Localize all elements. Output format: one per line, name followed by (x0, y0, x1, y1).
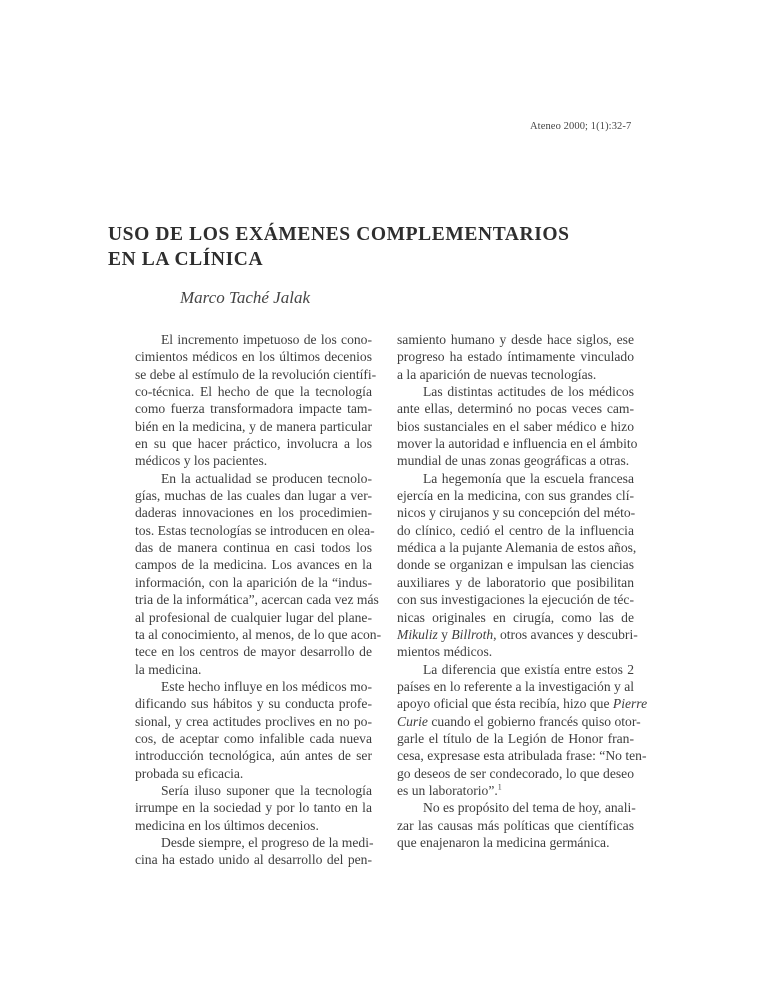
text-line: auxiliares y de laboratorio que posibilitan (397, 574, 634, 590)
text-line: nicos y cirujanos y su concepción del méto- (397, 505, 636, 521)
text-line: cina ha estado unido al desarrollo del pen- (135, 852, 372, 868)
footnote-ref: 1 (497, 782, 502, 792)
text-line: información, con la aparición de la “indus- (135, 574, 372, 590)
text-line: la medicina. (135, 661, 202, 677)
text-line: En la actualidad se producen tecnolo- (161, 470, 372, 486)
text-line: como fuerza transformadora impacte tam- (135, 401, 372, 417)
text-line: progreso ha estado íntimamente vinculado (397, 349, 634, 365)
text-line: cesa, expresase esta atribulada frase: “No ten- (397, 748, 647, 764)
text-line: garle el título de la Legión de Honor fran- (397, 730, 634, 746)
text-line: El incremento impetuoso de los cono- (161, 332, 372, 347)
text-line: tria de la informática”, acercan cada vez más (135, 592, 379, 608)
title-line-2: EN LA CLÍNICA (108, 249, 264, 270)
text-line: La hegemonía que la escuela francesa (423, 470, 634, 486)
text-line: nicas originales en cirugía, como las de (397, 609, 634, 625)
text-line: ta al conocimiento, al menos, de lo que acon- (135, 626, 382, 642)
text-line: donde se organizan e impulsan las ciencias (397, 557, 634, 573)
text-line: ante ellas, determinó no pocas veces cam- (397, 401, 634, 417)
text-line: gías, muchas de las cuales dan lugar a ver- (135, 488, 372, 504)
text-line (397, 626, 638, 643)
text-line: médica a la pujante Alemania de estos años, (397, 540, 637, 556)
italic-name: Curie (397, 713, 428, 729)
text-segment: y (437, 626, 452, 642)
text-line: con sus investigaciones la ejecución de téc- (397, 592, 634, 608)
text-line: cimientos médicos en los últimos decenios (135, 349, 372, 365)
text-segment: es un laboratorio”. (397, 782, 498, 798)
article-title (108, 222, 570, 272)
text-line: campos de la medicina. Los avances en la (135, 557, 372, 573)
text-line: introducción tecnológica, aún antes de ser (135, 748, 372, 764)
text-line: tece en los centros de mayor desarrollo de (135, 644, 372, 660)
text-line: irrumpe en la sociedad y por lo tanto en la (135, 800, 372, 816)
text-line: al profesional de cualquier lugar del plane- (135, 609, 372, 625)
text-line (397, 713, 641, 730)
text-line: mundial de unas zonas geográficas a otras. (397, 453, 630, 469)
text-line: países en lo referente a la investigación y al (397, 678, 635, 694)
text-line (397, 695, 648, 712)
text-line: cos, de aceptar como infalible cada nueva (135, 730, 372, 746)
text-line: No es propósito del tema de hoy, anali- (423, 800, 636, 816)
title-line-1: USO DE LOS EXÁMENES COMPLEMENTARIOS (108, 224, 570, 245)
text-line: Las distintas actitudes de los médicos (423, 384, 634, 400)
text-line: do clínico, cedió el centro de la influencia (397, 522, 634, 538)
text-line: bios sustanciales en el saber médico e hizo (397, 418, 634, 434)
text-line: zar las causas más políticas que científicas (397, 817, 634, 833)
text-line: go deseos de ser condecorado, lo que deseo (397, 765, 634, 781)
text-segment: apoyo oficial que ésta recibía, hizo que (397, 696, 613, 712)
text-line: que enajenaron la medicina germánica. (397, 834, 610, 850)
journal-citation: Ateneo 2000; 1(1):32-7 (530, 121, 632, 132)
text-line: das de manera continua en casi todos los (135, 540, 372, 556)
text-line: bién en la medicina, y de manera particular (135, 418, 372, 434)
text-line: co-técnica. El hecho de que la tecnología (135, 384, 372, 400)
text-line: daderas innovaciones en los procedimien- (135, 505, 372, 521)
text-line: sional, y crea actitudes proclives en no po- (135, 713, 372, 729)
text-line: dificando sus hábitos y su conducta profe- (135, 696, 372, 712)
right-column (397, 331, 648, 851)
text-line: medicina en los últimos decenios. (135, 817, 319, 833)
italic-name: Mikuliz (397, 626, 438, 642)
text-line: ejercía en la medicina, con sus grandes clí- (397, 488, 634, 504)
text-line: Este hecho influye en los médicos mo- (161, 678, 372, 694)
text-line: mientos médicos. (397, 644, 493, 660)
text-line: samiento humano y desde hace siglos, ese (397, 332, 634, 347)
text-line: Sería iluso suponer que la tecnología (161, 782, 372, 798)
text-line: La diferencia que existía entre estos 2 (423, 661, 634, 677)
text-segment: , otros avances y descubri- (493, 626, 638, 642)
italic-name: Billroth (451, 626, 494, 642)
text-line: probada su eficacia. (135, 765, 244, 781)
text-line: tos. Estas tecnologías se introducen en olea- (135, 522, 375, 538)
author-name: Marco Taché Jalak (180, 288, 310, 307)
text-line: se debe al estímulo de la revolución científi- (135, 366, 377, 382)
text-line: Desde siempre, el progreso de la medi- (161, 834, 374, 850)
italic-name: Pierre (612, 696, 648, 712)
text-line: en su que hacer práctico, involucra a los (135, 436, 372, 452)
text-line: médicos y los pacientes. (135, 453, 268, 469)
text-line (397, 782, 634, 799)
text-segment: cuando el gobierno francés quiso otor- (427, 713, 641, 729)
left-column (135, 331, 382, 869)
text-line: mover la autoridad e influencia en el ámbito (397, 436, 638, 452)
text-line: a la aparición de nuevas tecnologías. (397, 366, 597, 382)
